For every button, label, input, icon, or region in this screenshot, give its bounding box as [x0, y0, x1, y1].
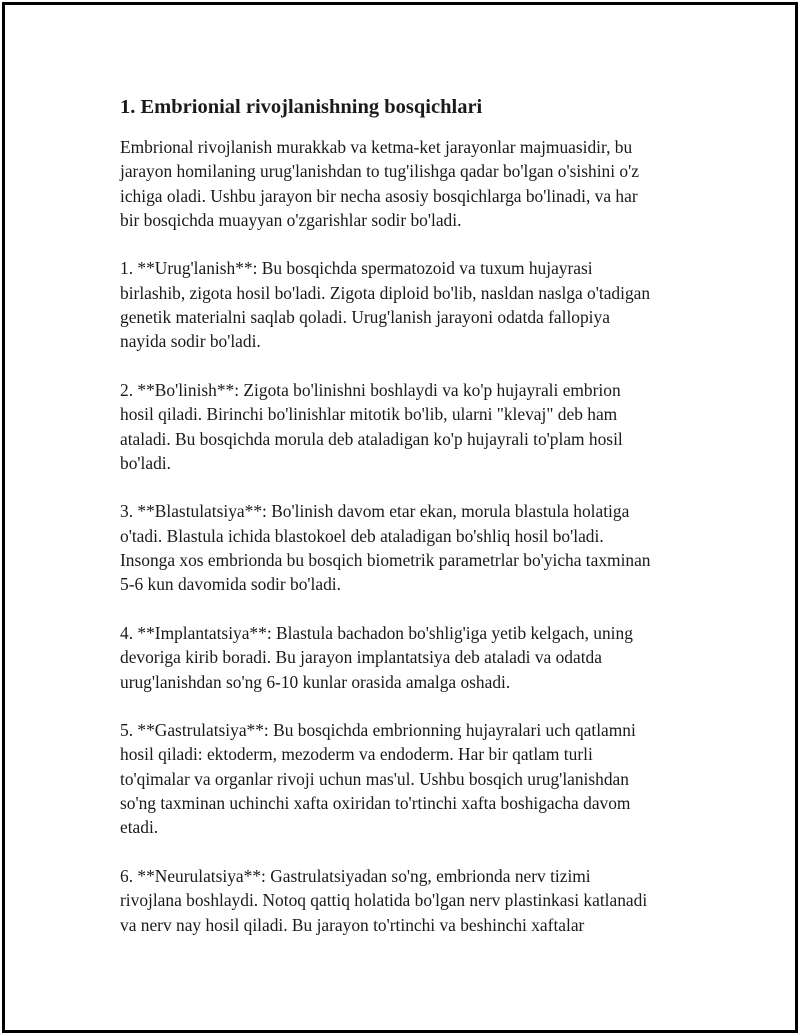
stage-gastrulatsiya-paragraph: 5. **Gastrulatsiya**: Bu bosqichda embrionning hujayralari uch qatlamni hosil qiladi: ektoderm, mezoderm va endoderm. Har bir qatlam turli to'qimalar va organlar rivoji uchun mas'ul. Ushbu bosqich urug'lanishdan so'ng taxminan uchinchi xafta oxiridan to'rtinchi xafta boshigacha davom etadi.: [120, 720, 636, 838]
document-title: 1. Embrionial rivojlanishning bosqichlari: [120, 96, 483, 118]
intro-paragraph: Embrional rivojlanish murakkab va ketma-ket jarayonlar majmuasidir, bu jarayon homilaning urug'lanishdan to tug'ilishga qadar bo'lgan o'sishini o'z ichiga oladi. Ushbu jarayon bir necha asosiy bosqichlarga bo'linadi, va har bir bosqichda muayyan o'zgarishlar sodir bo'ladi.: [120, 137, 639, 230]
stage-neurulatsiya-paragraph: 6. **Neurulatsiya**: Gastrulatsiyadan so'ng, embrionda nerv tizimi rivojlana boshlaydi. Notoq qattiq holatida bo'lgan nerv plastinkasi katlanadi va nerv nay hosil qiladi. Bu jarayon to'rtinchi va beshinchi xaftalar: [120, 865, 648, 935]
stage-implantatsiya-paragraph: 4. **Implantatsiya**: Blastula bachadon bo'shlig'iga yetib kelgach, uning devoriga kirib boradi. Bu jarayon implantatsiya deb ataladi va odatda urug'lanishdan so'ng 6-10 kunlar orasida amalga oshadi.: [120, 622, 633, 692]
stage-blastulatsiya-paragraph: 3. **Blastulatsiya**: Bo'linish davom etar ekan, morula blastula holatiga o'tadi. Blastula ichida blastokoel deb ataladigan bo'shliq hosil bo'ladi. Insonga xos embrionda bu bosqich biometrik parametrlar bo'yicha taxminan 5-6 kun davomida sodir bo'ladi.: [120, 501, 651, 595]
page-frame: [2, 2, 798, 1033]
document-body: [120, 93, 700, 961]
stage-bolinish-paragraph: 2. **Bo'linish**: Zigota bo'linishni boshlaydi va ko'p hujayrali embrion hosil qiladi. Birinchi bo'linishlar mitotik bo'lib, ularni "klevaj" deb ham ataladi. Bu bosqichda morula deb ataladigan ko'p hujayrali to'plam hosil bo'ladi.: [120, 379, 623, 473]
stage-urugLanish-paragraph: 1. **Urug'lanish**: Bu bosqichda spermatozoid va tuxum hujayrasi birlashib, zigota hosil bo'ladi. Zigota diploid bo'lib, nasldan naslga o'tadigan genetik materialni saqlab qoladi. Urug'lanish jarayoni odatda fallopiya nayida sodir bo'ladi.: [120, 258, 651, 352]
